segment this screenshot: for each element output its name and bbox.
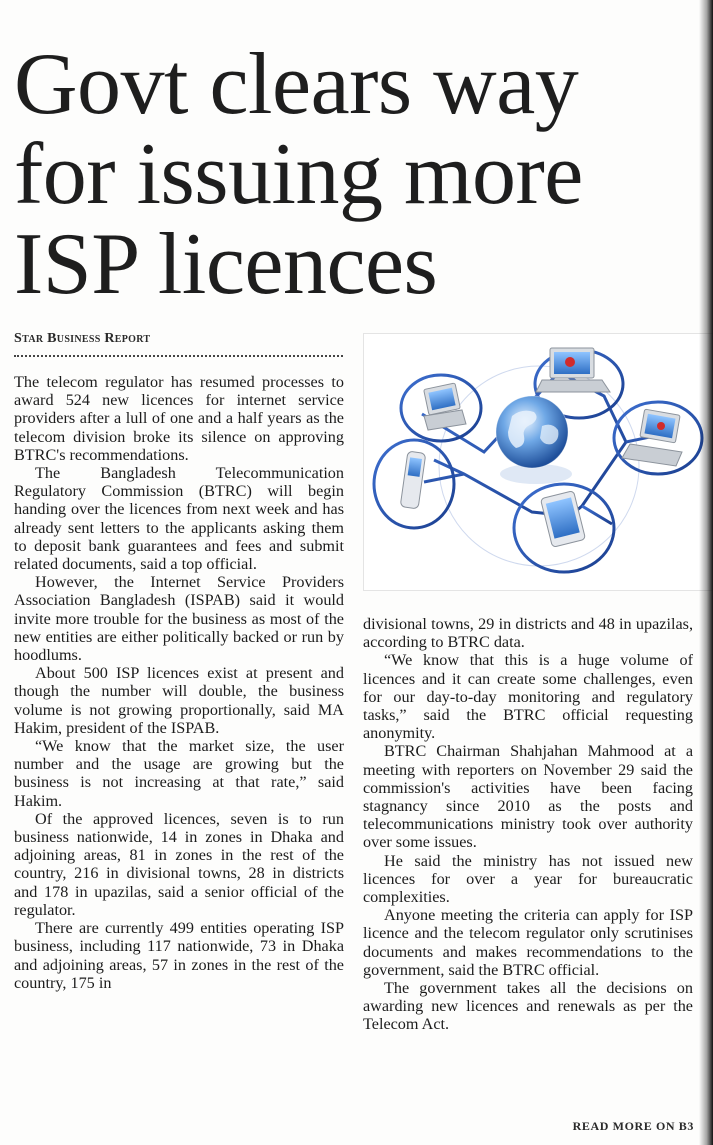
globe-icon: [496, 396, 572, 484]
paragraph: However, the Internet Service Providers Association Bangladesh (ISPAB) said it would invite more trouble for the business as most of the new entities are either politically backed or run by hoodlums.: [14, 573, 344, 665]
monitor-icon: [424, 383, 466, 430]
globe-network-illustration: [364, 334, 713, 590]
paragraph: “We know that this is a huge volume of licences and it can create some challenges, even for our day-to-day monitoring and regulatory tasks,” said the BTRC official requesting anonymity.: [363, 651, 693, 743]
byline: Star Business Report: [14, 331, 151, 346]
read-more-link[interactable]: READ MORE ON B3: [572, 1119, 694, 1133]
headline: Govt clears way for issuing more ISP licences: [14, 36, 583, 313]
mobile-phone-icon: [400, 451, 426, 509]
byline-divider: [14, 355, 343, 357]
paragraph: The telecom regulator has resumed processes to award 524 new licences for internet service providers after a lull of one and a half years as the telecom division broke its silence on approving BTRC's recommendations.: [14, 373, 344, 464]
article-column-right: [363, 615, 693, 1034]
tablet-icon: [540, 491, 585, 548]
page-fold-shadow: [699, 0, 713, 1145]
paragraph: divisional towns, 29 in districts and 48 in upazilas, according to BTRC data.: [363, 615, 693, 652]
paragraph: The Bangladesh Telecommunication Regulatory Commission (BTRC) will begin handing over the licences from next week and has already sent letters to the applicants asking them to deposit bank guarantees and fees and submit related documents, said a top official.: [14, 464, 344, 574]
paragraph: There are currently 499 entities operating ISP business, including 117 nationwide, 73 in Dhaka and adjoining areas, 57 in zones in the rest of the country, 175 in: [14, 919, 344, 992]
paragraph: He said the ministry has not issued new licences for over a year for bureaucratic complexities.: [363, 851, 693, 907]
article-column-left: [14, 373, 344, 992]
paragraph: Of the approved licences, seven is to run business nationwide, 14 in zones in Dhaka and adjoining areas, 81 in zones in the rest of the country, 216 in divisional towns, 28 in districts and 178 in upazilas, said a senior official of the regulator.: [14, 809, 344, 919]
network-illustration: [363, 333, 713, 591]
paragraph: BTRC Chairman Shahjahan Mahmood at a meeting with reporters on November 29 said the commission's activities have been facing stagnancy since 2010 as the posts and telecommunications ministry took over authority over some issues.: [363, 742, 693, 852]
paragraph: The government takes all the decisions on awarding new licences and renewals as per the Telecom Act.: [363, 979, 693, 1034]
paragraph: About 500 ISP licences exist at present and though the number will double, the business volume is not growing proportionally, said MA Hakim, president of the ISPAB.: [14, 664, 344, 737]
paragraph: “We know that the market size, the user number and the usage are growing but the business is not increasing at that rate,” said Hakim.: [14, 737, 344, 810]
paragraph: Anyone meeting the criteria can apply for ISP licence and the telecom regulator only scrutinises documents and makes recommendations to the government, said the BTRC official.: [363, 906, 693, 979]
laptop-icon: [622, 409, 682, 466]
